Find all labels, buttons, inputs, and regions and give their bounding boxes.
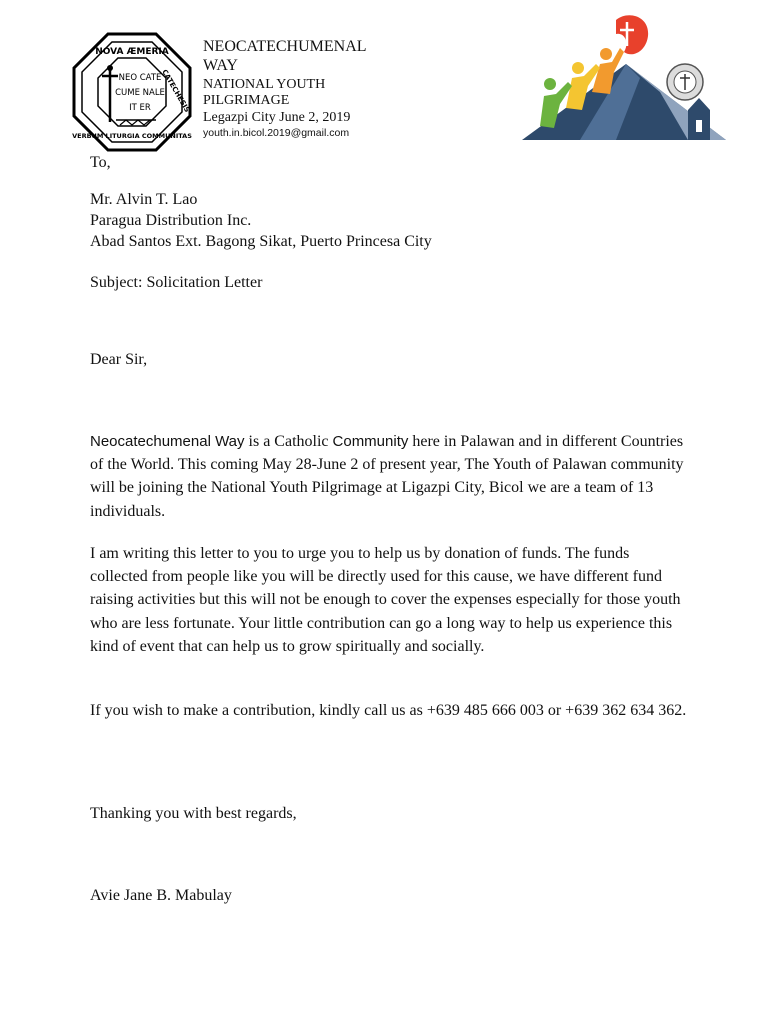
paragraph-1-mid-word: Community [332,433,409,450]
org-name-line1: NEOCATECHUMENAL [203,38,367,55]
greeting: Dear Sir, [90,351,148,368]
signature-name: Avie Jane B. Mabulay [90,887,232,904]
org-name-line2: WAY [203,57,238,74]
event-line1: NATIONAL YOUTH [203,77,326,92]
mountain-pilgrimage-logo-icon [520,12,732,146]
letterhead-email: youth.in.bicol.2019@gmail.com [203,127,350,139]
seal-ring-bottom-text: VERBUM LITURGIA COMMUNITAS [72,132,192,140]
seal-ring-top-text: NOVA ÆMERIA [95,47,169,57]
event-line2: PILGRIMAGE [203,93,290,108]
neocatechumenal-seal-icon [72,32,192,152]
closing: Thanking you with best regards, [90,805,297,822]
salutation-to: To, [90,154,111,171]
paragraph-1-text: here in Palawan and in different Countries of the World. This coming May 28-June 2 of present year, The Youth of Palawan community will be joining the National Youth Pilgrimage at Ligazpi City, Bicol we are a team of 13 individuals. [90,433,684,520]
paragraph-1 [90,430,690,523]
recipient-company: Paragua Distribution Inc. [90,212,252,229]
paragraph-3: If you wish to make a contribution, kindly call us as +639 485 666 003 or +639 362 634 362. [90,702,687,719]
subject-line: Subject: Solicitation Letter [90,274,263,291]
letterhead-place-date: Legazpi City June 2, 2019 [203,110,351,125]
paragraph-1-mid: is a Catholic [244,433,333,450]
letterhead-event [203,77,325,109]
recipient-name: Mr. Alvin T. Lao [90,191,198,208]
seal-center-line1: NEO CATE [118,73,162,83]
paragraph-2: I am writing this letter to you to urge you to help us by donation of funds. The funds collected from people like you will be directly used for this cause, we have different fund raising activities but this will not be enough to cover the expenses especially for those youth who are less fortunate. Your little contribution can go a long way to help us experience this kind of event that can help us to grow spiritually and socially. [90,545,681,655]
recipient-address: Abad Santos Ext. Bagong Sikat, Puerto Princesa City [90,233,432,250]
seal-ring-right-text: CATECHESIS [160,68,192,114]
seal-center-line2: CUME NALE [115,88,165,98]
letterhead-org-name [203,37,367,75]
seal-center-line3: IT ER [129,103,151,113]
org-name-inline: Neocatechumenal Way [90,433,245,450]
